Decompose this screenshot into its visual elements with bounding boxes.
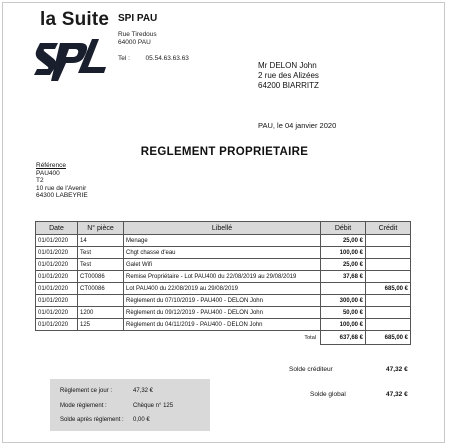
mode-reglement-value: Chèque n° 125 <box>133 403 174 409</box>
table-row <box>36 271 411 283</box>
cell-debit <box>321 283 366 295</box>
reference-line: 64300 LABEYRIE <box>36 192 88 199</box>
recipient-street: 2 rue des Alizées <box>258 71 319 80</box>
logo-text: la Suite <box>40 9 110 30</box>
cell-date: 01/01/2020 <box>36 271 78 283</box>
column-header-credit: Crédit <box>366 222 411 235</box>
cell-debit: 25,00 € <box>321 235 366 247</box>
reference-line: PAU400 <box>36 169 60 177</box>
recipient-city: 64200 BIARRITZ <box>258 81 319 90</box>
cell-debit: 100,00 € <box>321 319 366 331</box>
table-header-row <box>36 222 411 235</box>
solde-apres-label: Solde après règlement : <box>60 417 124 423</box>
cell-libelle: Règlement du 09/12/2019 - PAU400 - DELON John <box>124 307 321 319</box>
solde-crediteur-label: Solde créditeur <box>289 366 333 373</box>
cell-libelle: Galet Wifi <box>124 259 321 271</box>
cell-piece: 1200 <box>78 307 124 319</box>
cell-piece: CT00086 <box>78 271 124 283</box>
total-credit: 685,00 € <box>366 331 411 345</box>
cell-credit <box>366 247 411 259</box>
reference-line: 10 rue de l'Avenir <box>36 184 87 192</box>
cell-credit <box>366 271 411 283</box>
cell-credit <box>366 295 411 307</box>
payment-summary-box <box>50 379 210 431</box>
solde-apres-value: 0,00 € <box>133 417 150 423</box>
cell-piece: 125 <box>78 319 124 331</box>
cell-credit <box>366 235 411 247</box>
company-name: SPI PAU <box>118 13 158 24</box>
cell-debit: 300,00 € <box>321 295 366 307</box>
reglement-label: Règlement ce jour : <box>60 388 113 394</box>
cell-libelle: Lot PAU400 du 22/08/2019 au 29/08/2019 <box>124 283 321 295</box>
column-header-libelle: Libellé <box>124 222 321 235</box>
table-row <box>36 247 411 259</box>
company-address <box>118 31 157 47</box>
spi-logo-mark <box>34 37 108 83</box>
page-title: REGLEMENT PROPRIETAIRE <box>140 146 309 158</box>
cell-date: 01/01/2020 <box>36 259 78 271</box>
cell-libelle: Chgt chasse d'eau <box>124 247 321 259</box>
solde-crediteur-value: 47,32 € <box>386 366 408 373</box>
total-row <box>36 331 411 345</box>
table-row <box>36 319 411 331</box>
total-spacer <box>78 331 124 345</box>
tel-value: 05.54.63.63.63 <box>145 55 189 62</box>
cell-date: 01/01/2020 <box>36 319 78 331</box>
solde-global-label: Solde global <box>310 391 346 398</box>
reference-label: Référence <box>36 162 66 169</box>
reglement-value: 47,32 € <box>133 388 154 394</box>
cell-debit: 37,68 € <box>321 271 366 283</box>
table-row <box>36 307 411 319</box>
cell-piece <box>78 295 124 307</box>
cell-libelle: Règlement du 04/11/2019 - PAU400 - DELON John <box>124 319 321 331</box>
cell-date: 01/01/2020 <box>36 295 78 307</box>
cell-piece: 14 <box>78 235 124 247</box>
solde-global-value: 47,32 € <box>386 391 408 398</box>
company-street: Rue Tiredous <box>118 31 157 38</box>
company-phone <box>118 55 189 63</box>
reference-line: T2 <box>36 177 44 184</box>
date-line: PAU, le 04 janvier 2020 <box>258 121 337 130</box>
recipient-block <box>258 61 319 91</box>
column-header-date: Date <box>36 222 78 235</box>
table-row <box>36 283 411 295</box>
recipient-name: Mr DELON John <box>258 61 317 70</box>
cell-credit: 685,00 € <box>366 283 411 295</box>
total-label: Total <box>304 334 316 341</box>
cell-date: 01/01/2020 <box>36 247 78 259</box>
cell-credit <box>366 259 411 271</box>
cell-debit: 50,00 € <box>321 307 366 319</box>
ledger-table <box>35 221 411 345</box>
table-row <box>36 235 411 247</box>
cell-piece: Test <box>78 247 124 259</box>
company-city: 64000 PAU <box>118 39 151 46</box>
reference-block <box>36 162 88 200</box>
column-header-debit: Débit <box>321 222 366 235</box>
cell-credit <box>366 319 411 331</box>
mode-reglement-label: Mode règlement : <box>60 403 107 409</box>
cell-credit <box>366 307 411 319</box>
tel-label: Tel : <box>118 55 130 62</box>
table-row <box>36 295 411 307</box>
cell-libelle: Règlement du 07/10/2019 - PAU400 - DELON John <box>124 295 321 307</box>
cell-date: 01/01/2020 <box>36 235 78 247</box>
cell-date: 01/01/2020 <box>36 283 78 295</box>
cell-piece: CT00086 <box>78 283 124 295</box>
column-header-piece: N° pièce <box>78 222 124 235</box>
total-spacer <box>36 331 78 345</box>
cell-debit: 25,00 € <box>321 259 366 271</box>
table-row <box>36 259 411 271</box>
cell-date: 01/01/2020 <box>36 307 78 319</box>
cell-debit: 100,00 € <box>321 247 366 259</box>
cell-libelle: Remise Propriétaire - Lot PAU400 du 22/08/2019 au 29/08/2019 <box>124 271 321 283</box>
cell-piece: Test <box>78 259 124 271</box>
total-debit: 637,68 € <box>321 331 366 345</box>
cell-libelle: Menage <box>124 235 321 247</box>
